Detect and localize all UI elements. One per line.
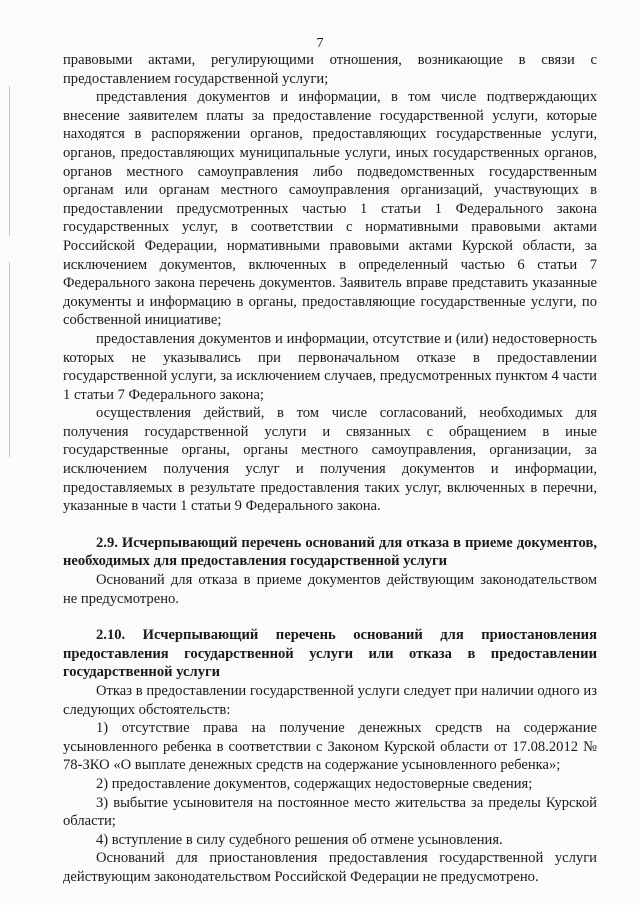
page-number: 7 xyxy=(316,36,324,51)
document-body xyxy=(63,51,597,887)
paragraph: предоставления документов и информации, отсутствие и (или) недостоверность которых не указывались при первоначальном отказе в предоставлении государственной услуги, за исключением случаев, предусмотренных пунктом 4 части 1 статьи 7 Федерального закона; xyxy=(63,330,597,403)
binding-margin-line xyxy=(9,262,10,457)
paragraph: Отказ в предоставлении государственной услуги следует при наличии одного из следующих обстоятельств: xyxy=(63,683,597,718)
paragraph: осуществления действий, в том числе согласований, необходимых для получения государственной услуги и связанных с обращением в иные государственные органы, органы местного самоуправления, организации, за исключением получения услуг и получения документов и информации, предоставляемых в результате предоставления таких услуг, включенных в перечни, указанные в части 1 статьи 9 Федерального закона. xyxy=(63,405,597,515)
binding-margin-line xyxy=(9,86,10,236)
paragraph: 2) предоставление документов, содержащих недостоверные сведения; xyxy=(96,775,533,792)
paragraph: 1) отсутствие права на получение денежных средств на содержание усыновленного ребенка в соответствии с Законом Курской области от 17.08.2012 № 78-ЗКО «О выплате денежных средств на содержание усыновленного ребенка»; xyxy=(63,720,597,774)
paragraph: Оснований для приостановления предоставления государственной услуги действующим законодательством Российской Федерации не предусмотрено. xyxy=(63,850,597,885)
paragraph: 3) выбытие усыновителя на постоянное место жительства за пределы Курской области; xyxy=(63,794,597,830)
section-heading: 2.9. Исчерпывающий перечень оснований для отказа в приеме документов, необходимых для предоставления государственной услуги xyxy=(63,534,597,570)
paragraph: правовыми актами, регулирующими отношения, возникающие в связи с предоставлением государственной услуги; xyxy=(63,52,597,87)
paragraph: Оснований для отказа в приеме документов действующим законодательством не предусмотрено. xyxy=(63,572,597,607)
section-heading: 2.10. Исчерпывающий перечень оснований для приостановления предоставления государственной услуги или отказа в предоставлении государственной услуги xyxy=(63,627,597,681)
paragraph: 4) вступление в силу судебного решения об отмене усыновления. xyxy=(96,831,503,848)
paragraph: представления документов и информации, в том числе подтверждающих внесение заявителем платы за предоставление государственной услуги, которые находятся в распоряжении органов, предоставляющих государственные услуги, органов, предоставляющих муниципальные услуги, иных государственных органов, органов местного самоуправления либо подведомственных государственным органам или органам местного самоуправления организаций, участвующих в предоставлении предусмотренных частью 1 статьи 1 Федерального закона государственных услуг, в соответствии с нормативными правовыми актами Российской Федерации, нормативными правовыми актами Курской области, за исключением документов, включенных в определенный частью 6 статьи 7 Федерального закона перечень документов. Заявитель вправе представить указанные документы и информацию в органы, предоставляющие государственные услуги, по собственной инициативе; xyxy=(63,89,597,329)
